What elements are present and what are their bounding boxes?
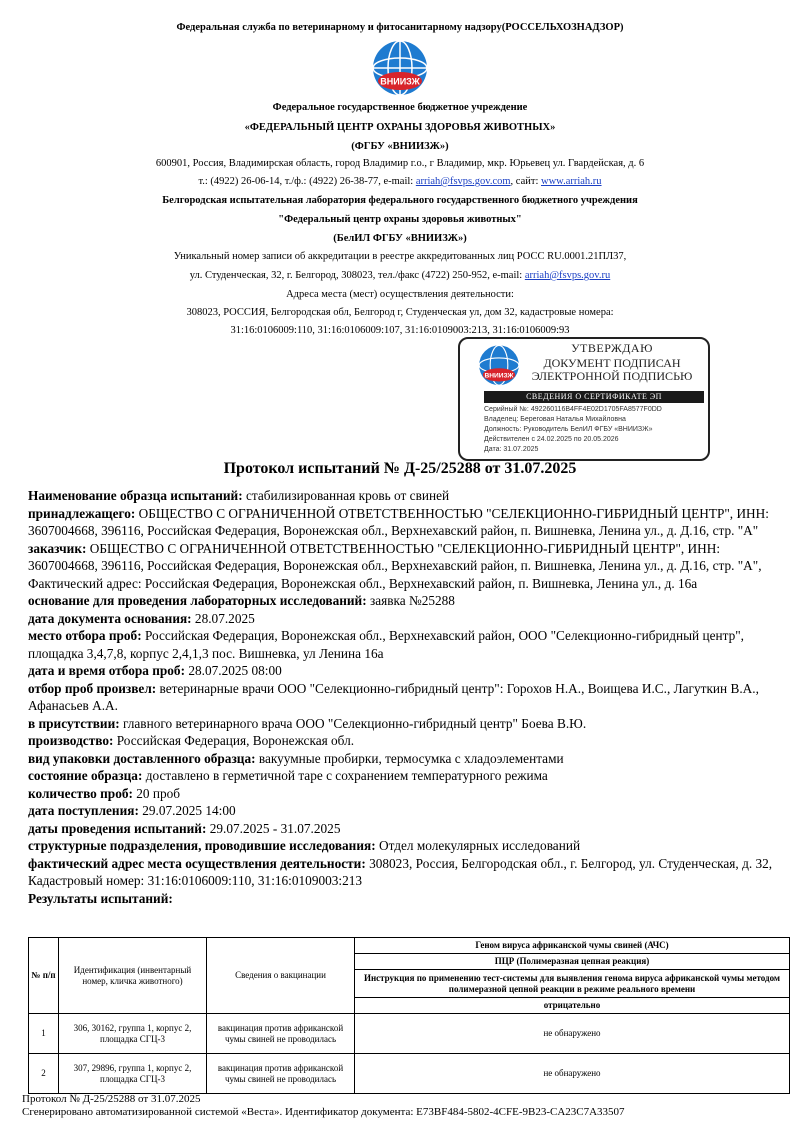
stamp-serial: Серийный №: 492260116B4FF4E02D1705FA8577F0DD bbox=[484, 406, 662, 413]
stamp-signed-2: ЭЛЕКТРОННОЙ ПОДПИСЬЮ bbox=[531, 369, 693, 383]
sample-fields bbox=[28, 487, 780, 907]
field-value: 28.07.2025 08:00 bbox=[185, 663, 282, 678]
cell-no: 1 bbox=[29, 1014, 59, 1054]
stamp-cert-details bbox=[484, 405, 704, 455]
field-label: вид упаковки доставленного образца: bbox=[28, 750, 256, 766]
stamp-valid: Действителен с 24.02.2025 по 20.05.2026 bbox=[484, 436, 619, 443]
stamp-logo-icon bbox=[474, 343, 524, 389]
field-value: Отдел молекулярных исследований bbox=[375, 838, 581, 853]
field-row bbox=[28, 662, 780, 680]
cell-res: не обнаружено bbox=[355, 1054, 790, 1094]
field-value: ОБЩЕСТВО С ОГРАНИЧЕННОЙ ОТВЕТСТВЕННОСТЬЮ "СЕЛЕКЦИОННО-ГИБРИДНЫЙ ЦЕНТР", ИНН: 3607004668, 396116, Российская Федерация, Воронежская обл., Верхнехавский район, п. Вишневка, Ленина ул., д. Д.16, стр. "А", Фактический адрес: Российская Федерация, Воронежская обл., Верхнехавский район, п. Вишневка, Ленина ул., д. 16а bbox=[28, 540, 762, 591]
field-label: даты проведения испытаний: bbox=[28, 820, 207, 836]
activity-line-1: 308023, РОССИЯ, Белгородская обл, Белгород г, Студенческая ул, дом 32, кадастровые номера: bbox=[186, 307, 614, 318]
field-value: 29.07.2025 14:00 bbox=[138, 803, 236, 818]
field-label: количество проб: bbox=[28, 785, 133, 801]
logo-text: ВНИИЗЖ bbox=[380, 76, 420, 87]
stamp-signed bbox=[520, 357, 704, 383]
cell-vac: вакцинация против африканской чумы свиней не проводилась bbox=[207, 1014, 355, 1054]
cell-id: 306, 30162, группа 1, корпус 2, площадка СГЦ-3 bbox=[59, 1014, 207, 1054]
lab-line-1: Белгородская испытательная лаборатория федерального государственного бюджетного учреждения bbox=[162, 195, 638, 206]
field-row bbox=[28, 802, 780, 820]
field-row bbox=[28, 767, 780, 785]
field-label: принадлежащего: bbox=[28, 505, 136, 521]
site-prefix: , сайт: bbox=[510, 176, 541, 187]
activity-title: Адреса места (мест) осуществления деятельности: bbox=[286, 289, 514, 300]
stamp-approve: УТВЕРЖДАЮ bbox=[571, 341, 653, 355]
org-address: 600901, Россия, Владимирская область, город Владимир г.о., г Владимир, мкр. Юрьевец ул. Гвардейская, д. 6 bbox=[155, 158, 645, 169]
results-table bbox=[28, 937, 790, 1094]
activity-line-2: 31:16:0106009:110, 31:16:0106009:107, 31:16:0109003:213, 31:16:0106009:93 bbox=[230, 325, 570, 336]
lab-short: (БелИЛ ФГБУ «ВНИИЗЖ») bbox=[333, 233, 467, 244]
cell-id: 307, 29896, группа 1, корпус 2, площадка СГЦ-3 bbox=[59, 1054, 207, 1094]
contacts-prefix: т.: (4922) 26-06-14, т./ф.: (4922) 26-38-77, e-mail: bbox=[198, 176, 416, 187]
header-instruction: Инструкция по применению тест-системы для выявления генома вируса африканской чумы методом полимеразной цепной реакции в режиме реального времени bbox=[355, 970, 790, 998]
header-pcr: ПЦР (Полимеразная цепная реакция) bbox=[355, 954, 790, 970]
field-value: доставлено в герметичной таре с сохранением температурного режима bbox=[142, 768, 548, 783]
field-value: 20 проб bbox=[132, 785, 181, 801]
field-value: 308023, Россия, Белгородская обл., г. Белгород, ул. Студенческая, д. 32, Кадастровый номер: 31:16:0106009:110, 31:16:0109003:213 bbox=[28, 855, 773, 888]
org-short: (ФГБУ «ВНИИЗЖ») bbox=[351, 141, 449, 152]
org-contacts bbox=[0, 175, 800, 189]
table-row bbox=[29, 1014, 790, 1054]
protocol-title: Протокол испытаний № Д-25/25288 от 31.07.2025 bbox=[223, 460, 577, 477]
stamp-position: Должность: Руководитель БелИЛ ФГБУ «ВНИИЗЖ» bbox=[484, 426, 653, 433]
field-value: 28.07.2025 bbox=[191, 610, 255, 626]
field-value: ветеринарные врачи ООО "Селекционно-гибридный центр": Горохов Н.А., Воищева И.С., Лагуткин В.А., Афанасьев А.А. bbox=[28, 680, 759, 713]
field-label: фактический адрес места осуществления деятельности: bbox=[28, 855, 366, 871]
footer-generated: Сгенерировано автоматизированной системой «Веста». Идентификатор документа: E73BF484-5802-4CFE-9B23-CA23C7A33507 bbox=[22, 1106, 625, 1118]
field-value: ОБЩЕСТВО С ОГРАНИЧЕННОЙ ОТВЕТСТВЕННОСТЬЮ "СЕЛЕКЦИОННО-ГИБРИДНЫЙ ЦЕНТР", ИНН: 3607004668, 396116, Российская Федерация, Воронежская обл., Верхнехавский район, п. Вишневка, Ленина ул., д. Д.16, стр. "А" bbox=[28, 505, 769, 538]
field-label: производство: bbox=[28, 733, 114, 748]
accreditation: Уникальный номер записи об аккредитации в реестре аккредитованных лиц РОСС RU.0001.21ПЛ37, bbox=[173, 251, 627, 262]
col-identification: Идентификация (инвентарный номер, кличка животного) bbox=[59, 938, 207, 1014]
field-value: вакуумные пробирки, термосумка с хладоэлементами bbox=[255, 750, 564, 766]
field-label: отбор проб произвел: bbox=[28, 680, 157, 696]
field-label: дата документа основания: bbox=[28, 610, 192, 626]
field-row bbox=[28, 855, 780, 890]
lab-address bbox=[0, 269, 800, 283]
lab-line-2: "Федеральный центр охраны здоровья животных" bbox=[278, 214, 522, 225]
field-row bbox=[28, 680, 780, 715]
globe-logo-icon bbox=[366, 38, 434, 100]
stamp-owner: Владелец: Береговая Наталья Михайловна bbox=[484, 416, 626, 423]
header-genome: Геном вируса африканской чумы свиней (АЧС) bbox=[355, 938, 790, 954]
field-label: заказчик: bbox=[28, 540, 87, 556]
table-row bbox=[29, 1054, 790, 1094]
agency-name: Федеральная служба по ветеринарному и фитосанитарному надзору(РОССЕЛЬХОЗНАДЗОР) bbox=[176, 22, 624, 33]
field-label: структурные подразделения, проводившие исследования: bbox=[28, 838, 376, 853]
field-label: место отбора проб: bbox=[28, 628, 142, 643]
field-row bbox=[28, 715, 780, 733]
stamp-date: Дата: 31.07.2025 bbox=[484, 446, 539, 453]
field-label: состояние образца: bbox=[28, 768, 143, 783]
field-row bbox=[28, 487, 780, 505]
field-label: Результаты испытаний: bbox=[28, 890, 173, 906]
footer-protocol: Протокол № Д-25/25288 от 31.07.2025 bbox=[22, 1093, 201, 1105]
field-value: Российская Федерация, Воронежская обл., Верхнехавский район, ООО "Селекционно-гибридный центр", площадка 3,4,7,8, корпус 2,4,1,3 пос. Вишневка, ул Ленина 16а bbox=[28, 628, 744, 661]
field-label: Наименование образца испытаний: bbox=[28, 488, 243, 503]
site-link[interactable]: www.arriah.ru bbox=[541, 176, 602, 187]
field-value: главного ветеринарного врача ООО "Селекционно-гибридный центр" Боева В.Ю. bbox=[119, 715, 587, 731]
field-label: основание для проведения лабораторных исследований: bbox=[28, 593, 367, 608]
field-row bbox=[28, 732, 780, 750]
field-label: дата и время отбора проб: bbox=[28, 663, 186, 678]
field-row bbox=[28, 785, 780, 803]
footer bbox=[22, 1093, 625, 1119]
cell-res: не обнаружено bbox=[355, 1014, 790, 1054]
signature-stamp bbox=[458, 337, 710, 461]
cell-no: 2 bbox=[29, 1054, 59, 1094]
field-row bbox=[28, 505, 780, 540]
field-value: заявка №25288 bbox=[366, 593, 455, 608]
col-number: № п/п bbox=[29, 938, 59, 1014]
field-label: дата поступления: bbox=[28, 803, 139, 818]
stamp-signed-1: ДОКУМЕНТ ПОДПИСАН bbox=[543, 356, 681, 370]
field-row bbox=[28, 837, 780, 855]
field-label: в присутствии: bbox=[28, 715, 120, 731]
org-type: Федеральное государственное бюджетное учреждение bbox=[272, 102, 528, 113]
lab-email-link[interactable]: arriah@fsvps.gov.ru bbox=[524, 270, 611, 281]
field-value: 29.07.2025 - 31.07.2025 bbox=[206, 820, 341, 836]
field-row bbox=[28, 820, 780, 838]
field-row bbox=[28, 627, 780, 662]
stamp-logo-text: ВНИИЗЖ bbox=[484, 372, 514, 380]
email-link[interactable]: arriah@fsvps.gov.com bbox=[415, 176, 511, 187]
field-row bbox=[28, 540, 780, 593]
field-value: Российская Федерация, Воронежская обл. bbox=[113, 733, 355, 748]
cell-vac: вакцинация против африканской чумы свиней не проводилась bbox=[207, 1054, 355, 1094]
org-name: «ФЕДЕРАЛЬНЫЙ ЦЕНТР ОХРАНЫ ЗДОРОВЬЯ ЖИВОТНЫХ» bbox=[244, 122, 556, 133]
field-value: стабилизированная кровь от свиней bbox=[242, 488, 450, 503]
header-norm: отрицательно bbox=[355, 998, 790, 1014]
field-row bbox=[28, 610, 780, 628]
field-row bbox=[28, 750, 780, 768]
col-vaccination: Сведения о вакцинации bbox=[207, 938, 355, 1014]
lab-address-prefix: ул. Студенческая, 32, г. Белгород, 308023, тел./факс (4722) 250-952, e-mail: bbox=[189, 270, 525, 281]
field-row bbox=[28, 592, 780, 610]
stamp-cert-title: СВЕДЕНИЯ О СЕРТИФИКАТЕ ЭП bbox=[484, 391, 704, 403]
field-row bbox=[28, 890, 780, 908]
